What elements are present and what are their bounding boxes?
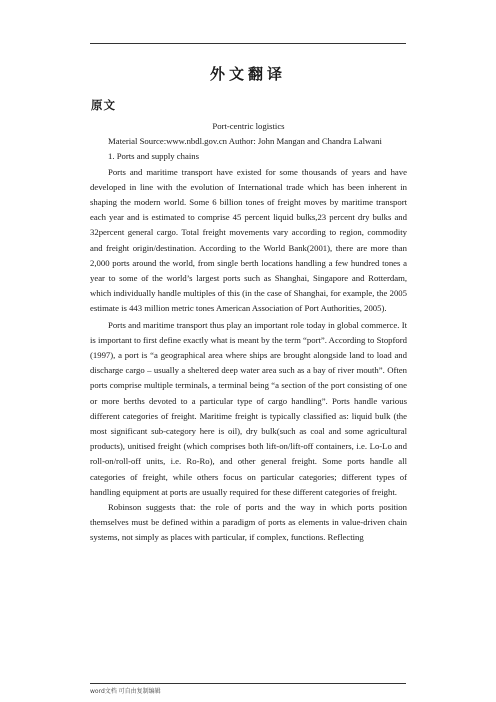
footer-note: word文档 可自由复制编辑 (90, 688, 161, 695)
article-heading: 1. Ports and supply chains (108, 151, 199, 162)
article-title: Port-centric logistics (212, 121, 285, 131)
section-label-original: 原文 (91, 98, 116, 112)
paragraph: Robinson suggests that: the role of ports and the way in which ports position themselves must be defined within a paradigm of ports as elements in value-driven chain systems, not simply as places with particular, if complex, functions. Reflecting (90, 502, 407, 543)
paragraph: Ports and maritime transport have existed for some thousands of years and have developed in line with the evolution of International trade which has been inherent in shaping the modern world. Some 6 billion tones of freight moves by maritime transport each year and is estimated to comprise 45 percent liquid bulks,23 percent dry bulks and 32percent general cargo. Total freight movements vary according to region, commodity and freight origin/destination. According to the World Bank(2001), there are more than 2,000 ports around the world, from single berth locations handling a few hundred tones a year to some of the world’s largest ports such as Shanghai, Singapore and Rotterdam, which individually handle multiples of this (in the case of Shanghai, for example, the 2005 estimate is 443 million metric tones American Association of Port Authorities, 2005). (90, 166, 407, 314)
footer-rule (90, 683, 406, 684)
header-rule (90, 43, 406, 44)
document-title: 外文翻译 (209, 65, 286, 83)
article-body (90, 119, 407, 546)
article-source-line: Material Source:www.nbdl.gov.cn Author: John Mangan and Chandra Lalwani (108, 136, 382, 147)
paragraph: Ports and maritime transport thus play an important role today in global commerce. It is important to first define exactly what is meant by the term “port”. According to Stopford (1997), a port is “a geographical area where ships are brought alongside land to load and discharge cargo – usually a sheltered deep water area such as a bay of river mouth”. Often ports comprise multiple terminals, a terminal being “a section of the port consisting of one or more berths devoted to a particular type of cargo handling”. Ports handle various different categories of freight. Maritime freight is typically classified as: liquid bulk (the most significant sub-category here is oil), dry bulk(such as coal and some agricultural products), unitised freight (which comprises both lift-on/lift-off containers, i.e. Lo-Lo and roll-on/roll-off units, i.e. Ro-Ro), and other general freight. Some ports handle all categories of freight, while others focus on particular categories; different types of handling equipment at ports are usually required for these different categories of freight. (90, 319, 407, 497)
